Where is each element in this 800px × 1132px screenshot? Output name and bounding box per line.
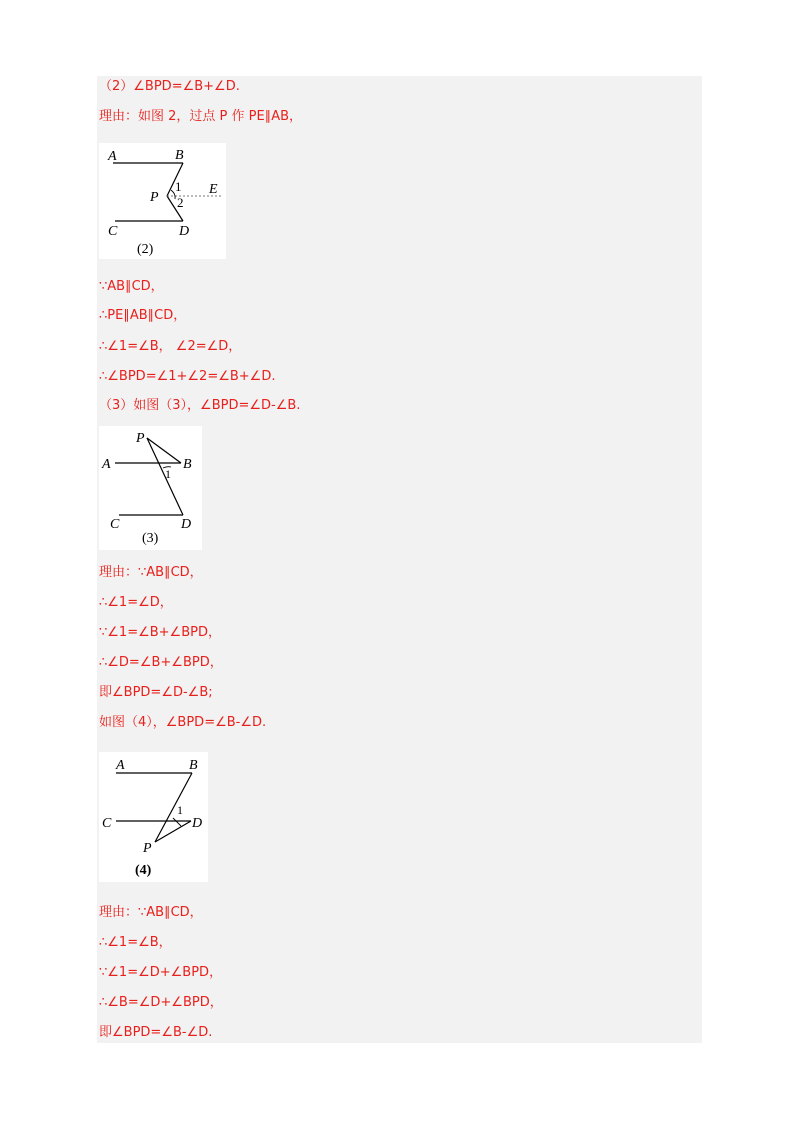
label-a: A bbox=[108, 149, 117, 164]
text-line: ∴∠1=∠D， bbox=[99, 595, 173, 610]
angle-label-1: 1 bbox=[175, 179, 182, 194]
text-line: ∵∠1=∠B+∠BPD， bbox=[99, 625, 221, 640]
text-line: ∴∠D=∠B+∠BPD， bbox=[99, 655, 223, 670]
text-line: ∴∠BPD=∠1+∠2=∠B+∠D. bbox=[99, 369, 276, 384]
figure-4 bbox=[99, 752, 208, 882]
figure-caption: (4) bbox=[135, 863, 152, 878]
angle-label-2: 2 bbox=[177, 195, 184, 210]
text-line: 理由：∵AB∥CD， bbox=[99, 565, 203, 580]
label-p: P bbox=[136, 431, 145, 446]
label-b: B bbox=[183, 457, 192, 472]
text-line: ∴∠1=∠B， bbox=[99, 935, 172, 950]
figure-2 bbox=[99, 143, 226, 259]
text-line: ∴∠B=∠D+∠BPD， bbox=[99, 995, 223, 1010]
label-a: A bbox=[116, 758, 125, 773]
text-line: 理由：如图 2，过点 P 作 PE∥AB， bbox=[99, 109, 303, 124]
text-line: （2）∠BPD=∠B+∠D. bbox=[99, 79, 240, 94]
figure-caption: (3) bbox=[142, 531, 159, 546]
label-d: D bbox=[179, 224, 190, 239]
text-line: 如图（4），∠BPD=∠B-∠D. bbox=[99, 715, 267, 730]
label-p: P bbox=[150, 190, 159, 205]
label-b: B bbox=[189, 758, 198, 773]
text-line: 理由：∵AB∥CD， bbox=[99, 905, 203, 920]
text-line: 即∠BPD=∠D-∠B; bbox=[99, 685, 213, 700]
label-c: C bbox=[108, 224, 118, 239]
label-c: C bbox=[102, 816, 112, 831]
figure-caption: (2) bbox=[137, 242, 154, 257]
label-e: E bbox=[209, 182, 218, 197]
text-line: （3）如图（3），∠BPD=∠D-∠B. bbox=[99, 398, 301, 413]
angle-label-1: 1 bbox=[177, 803, 183, 817]
text-line: ∴PE∥AB∥CD， bbox=[99, 308, 187, 323]
label-b: B bbox=[175, 148, 184, 163]
text-line: ∵AB∥CD， bbox=[99, 279, 164, 294]
label-p: P bbox=[143, 841, 152, 856]
text-line: ∵∠1=∠D+∠BPD， bbox=[99, 965, 223, 980]
figure-3 bbox=[99, 426, 202, 550]
angle-label-1: 1 bbox=[165, 467, 171, 481]
text-line: ∴∠1=∠B， ∠2=∠D， bbox=[99, 339, 242, 354]
label-d: D bbox=[192, 816, 203, 831]
label-a: A bbox=[102, 457, 111, 472]
label-c: C bbox=[110, 517, 120, 532]
text-line: 即∠BPD=∠B-∠D. bbox=[99, 1025, 213, 1040]
label-d: D bbox=[181, 517, 192, 532]
